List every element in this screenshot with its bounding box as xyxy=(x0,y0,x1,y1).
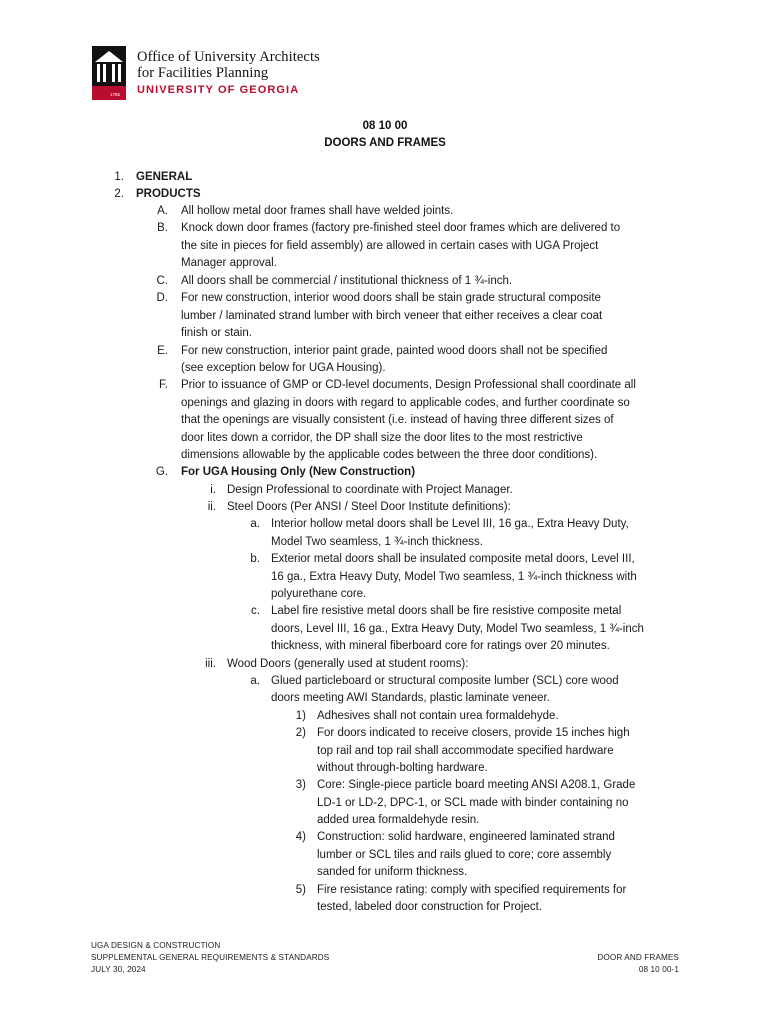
logo-line-2: for Facilities Planning xyxy=(137,65,269,81)
paragraph-line: For new construction, interior paint grade, painted wood doors shall not be specified xyxy=(181,345,608,357)
logo-line-1: Office of University Architects xyxy=(137,49,320,65)
paragraph-line: Manager approval. xyxy=(181,257,277,269)
list-marker: 2) xyxy=(295,727,306,739)
paragraph-line: Exterior metal doors shall be insulated composite metal doors, Level III, xyxy=(271,553,635,565)
paragraph-line: Core: Single-piece particle board meeting ANSI A208.1, Grade xyxy=(317,779,636,791)
list-marker: D. xyxy=(156,292,168,304)
paragraph-line: added urea formaldehyde resin. xyxy=(317,814,480,826)
list-marker: F. xyxy=(159,379,168,391)
list-marker: E. xyxy=(157,345,168,357)
list-marker: 1. xyxy=(114,171,124,183)
paragraph-line: Wood Doors (generally used at student rooms): xyxy=(227,658,469,670)
paragraph-line: Construction: solid hardware, engineered laminated strand xyxy=(317,831,615,843)
paragraph-line: (see exception below for UGA Housing). xyxy=(181,362,386,374)
paragraph-line: Design Professional to coordinate with Project Manager. xyxy=(227,484,513,496)
paragraph-line: Model Two seamless, 1 ¾-inch thickness. xyxy=(271,536,483,548)
list-marker: ii. xyxy=(207,501,216,513)
paragraph-line: tested, labeled door construction for Project. xyxy=(317,901,543,913)
footer-doc-title: SUPPLEMENTAL GENERAL REQUIREMENTS & STANDARDS xyxy=(91,953,330,962)
paragraph-line: lumber or SCL tiles and rails glued to core; core assembly xyxy=(317,849,612,861)
paragraph-line: door lites down a corridor, the DP shall size the door lites to the most restrictive xyxy=(181,432,583,444)
list-marker: G. xyxy=(155,466,168,478)
list-marker: c. xyxy=(251,605,260,617)
paragraph-line: Steel Doors (Per ANSI / Steel Door Institute definitions): xyxy=(227,501,511,513)
footer-left xyxy=(91,940,329,976)
paragraph-line: Label fire resistive metal doors shall be fire resistive composite metal xyxy=(271,605,622,617)
paragraph-line: doors, Level III, 16 ga., Extra Heavy Duty, Model Two seamless, 1 ¾-inch xyxy=(271,623,644,635)
paragraph-line: Fire resistance rating: comply with specified requirements for xyxy=(317,884,627,896)
paragraph-line: dimensions allowable by the applicable codes between the three door conditions). xyxy=(181,449,598,461)
paragraph-line: All doors shall be commercial / institutional thickness of 1 ¾-inch. xyxy=(181,275,513,287)
arch-logo-icon xyxy=(92,46,126,100)
paragraph-line: doors meeting AWI Standards, plastic laminate veneer. xyxy=(271,692,550,704)
section-title: DOORS AND FRAMES xyxy=(324,137,446,149)
list-marker: C. xyxy=(156,275,168,287)
list-marker: b. xyxy=(250,553,260,565)
list-marker: 5) xyxy=(295,884,306,896)
paragraph-line: the site in pieces for field assembly) are allowed in certain cases with UGA Project xyxy=(181,240,599,252)
section-number: 08 10 00 xyxy=(362,120,408,132)
paragraph-line: 16 ga., Extra Heavy Duty, Model Two seamless, 1 ¾-inch thickness with xyxy=(271,571,637,583)
paragraph-line: sanded for uniform thickness. xyxy=(317,866,468,878)
svg-text:1785: 1785 xyxy=(109,92,120,97)
list-marker: 2. xyxy=(114,188,124,200)
heading-products: PRODUCTS xyxy=(136,188,201,200)
paragraph-line: Adhesives shall not contain urea formaldehyde. xyxy=(317,710,559,722)
list-marker: 4) xyxy=(295,831,306,843)
footer-date: JULY 30, 2024 xyxy=(91,965,146,974)
paragraph-line: top rail and top rail shall accommodate specified hardware xyxy=(317,745,614,757)
paragraph-line: All hollow metal door frames shall have welded joints. xyxy=(181,205,454,217)
paragraph-line: lumber / laminated strand lumber with birch veneer that either receives a clear coat xyxy=(181,310,603,322)
list-marker: a. xyxy=(250,675,260,687)
logo-university-name: UNIVERSITY OF GEORGIA xyxy=(137,84,300,96)
footer-dept: UGA DESIGN & CONSTRUCTION xyxy=(91,941,221,950)
paragraph-line: For new construction, interior wood doors shall be stain grade structural composite xyxy=(181,292,601,304)
paragraph-line: Knock down door frames (factory pre-finished steel door frames which are delivered to xyxy=(181,222,621,234)
paragraph-line: For doors indicated to receive closers, provide 15 inches high xyxy=(317,727,630,739)
paragraph-line: that the openings are visually consistent (i.e. instead of having three different sizes of xyxy=(181,414,614,426)
footer-page-number: 08 10 00-1 xyxy=(638,965,679,974)
footer-right xyxy=(597,952,679,976)
list-marker: A. xyxy=(157,205,168,217)
heading-general: GENERAL xyxy=(136,171,193,183)
list-marker: 3) xyxy=(295,779,306,791)
list-marker: a. xyxy=(250,518,260,530)
paragraph-line: thickness, with mineral fiberboard core for ratings over 20 minutes. xyxy=(271,640,610,652)
paragraph-line: LD-1 or LD-2, DPC-1, or SCL made with binder containing no xyxy=(317,797,629,809)
footer-section-name: DOOR AND FRAMES xyxy=(597,953,679,962)
subheading-housing: For UGA Housing Only (New Construction) xyxy=(181,466,416,478)
uga-logo xyxy=(92,46,362,102)
paragraph-line: polyurethane core. xyxy=(271,588,367,600)
paragraph-line: finish or stain. xyxy=(181,327,252,339)
list-marker: B. xyxy=(157,222,168,234)
list-marker: i. xyxy=(210,484,216,496)
paragraph-line: openings and glazing in doors with regard to applicable codes, and further coordinate so xyxy=(181,397,630,409)
paragraph-line: Interior hollow metal doors shall be Level III, 16 ga., Extra Heavy Duty, xyxy=(271,518,629,530)
paragraph-line: Prior to issuance of GMP or CD-level documents, Design Professional shall coordinate all xyxy=(181,379,636,391)
list-marker: 1) xyxy=(295,710,306,722)
paragraph-line: Glued particleboard or structural composite lumber (SCL) core wood xyxy=(271,675,619,687)
list-marker: iii. xyxy=(205,658,216,670)
paragraph-line: without through-bolting hardware. xyxy=(317,762,488,774)
